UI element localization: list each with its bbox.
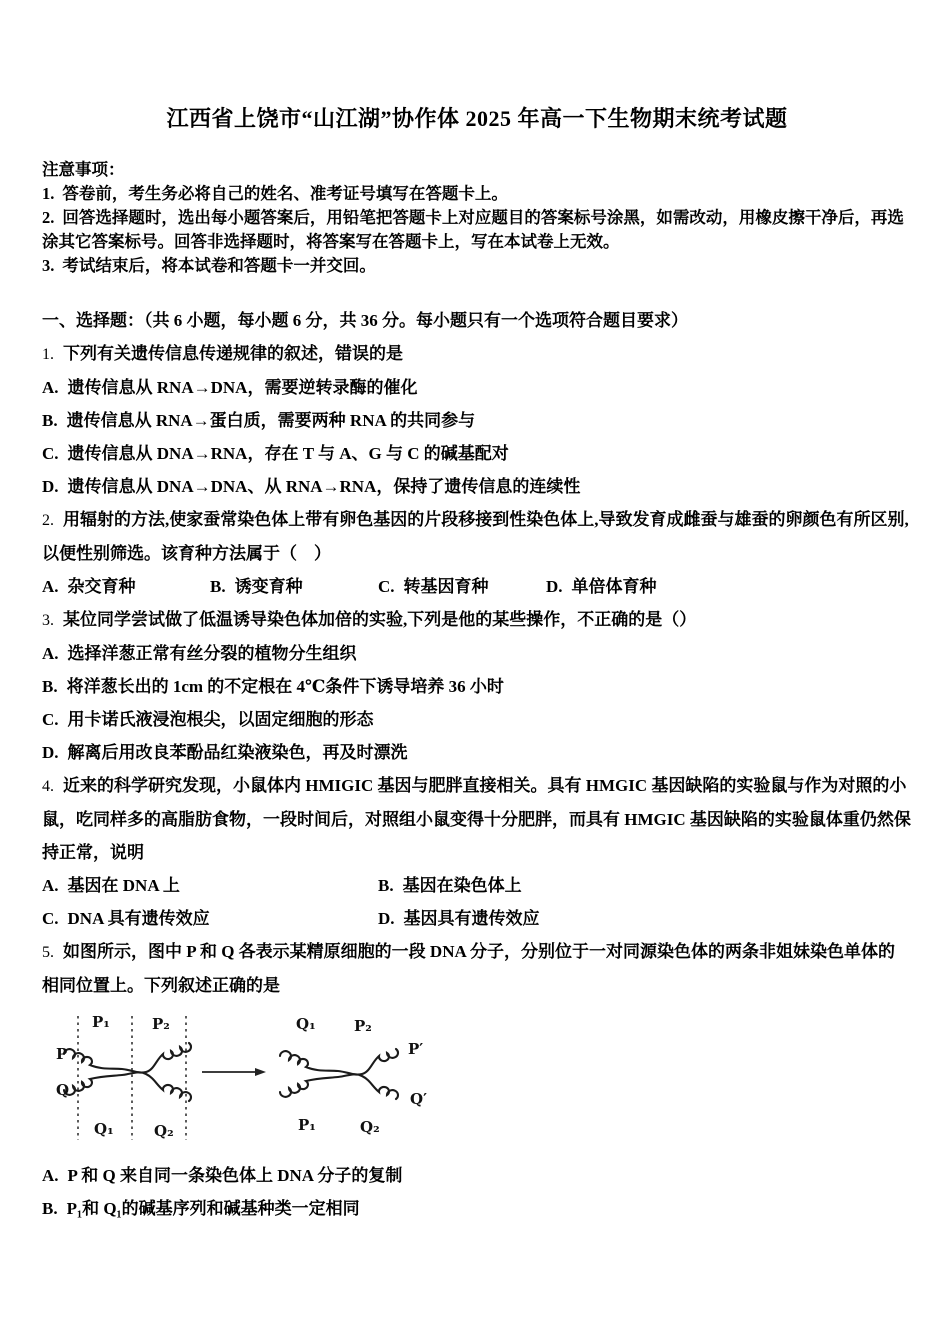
option: B. 将洋葱长出的 1cm 的不定根在 4℃条件下诱导培养 36 小时 [42,677,504,696]
label-P1: P₁ [298,1116,316,1134]
option: D. 基因具有遗传效应 [378,909,540,928]
label-Q1: Q₁ [94,1120,114,1138]
label-Q: Q [56,1081,70,1099]
notice-section [42,158,912,278]
options-row [42,902,912,935]
notice-item [42,182,912,206]
option: C. 用卡诺氏液浸泡根尖，以固定细胞的形态 [42,710,374,729]
label-Q1: Q₁ [296,1015,316,1033]
right-chromatid-pair [280,1015,427,1136]
label-P: P [56,1045,68,1063]
option: A. 基因在 DNA 上 [42,876,180,895]
question-stem: 5. 如图所示，图中 P 和 Q 各表示某精原细胞的一段 DNA 分子，分别位于一对同源染色体的两条非姐妹染色单体的相同位置上。下列叙述正确的是 [42,942,896,995]
strand-Q [64,1072,191,1101]
question-4 [42,769,912,935]
notice-item-text: 回答选择题时，选出每小题答案后，用铅笔把答题卡上对应题目的答案标号涂黑，如需改动，用橡皮擦干净后，再选涂其它答案标号。回答非选择题时，将答案写在答题卡上，写在本试卷上无效。 [42,208,904,251]
question-stem: 3. 某位同学尝试做了低温诱导染色体加倍的实验,下列是他的某些操作，不正确的是（） [42,610,697,629]
option: C. DNA 具有遗传效应 [42,909,210,928]
question-number: 5. [42,944,54,961]
page-title: 江西省上饶市“山江湖”协作体 2025 年高一下生物期末统考试题 [166,106,788,131]
notice-item-text: 考试结束后，将本试卷和答题卡一并交回。 [62,256,376,275]
notice-item-number: 3. [42,256,55,275]
dna-crossover-figure [56,1012,476,1147]
question-number: 3. [42,612,54,629]
question-2 [42,503,912,603]
notice-item-number: 2. [42,208,55,227]
options-row [42,570,912,603]
notice-heading: 注意事项： [42,160,125,179]
option: A. 遗传信息从 RNA→DNA，需要逆转录酶的催化 [42,378,418,397]
option: B. 基因在染色体上 [378,876,522,895]
question-stem: 2. 用辐射的方法,使家蚕常染色体上带有卵色基因的片段移接到性染色体上,导致发育成雌蚕与雄蚕的卵颜色有所区别,以便性别筛选。该育种方法属于（ ） [42,510,909,563]
section-header: 一、选择题：（共 6 小题，每小题 6 分，共 36 分。每小题只有一个选项符合题目要求） [42,311,688,330]
options-row [42,869,912,902]
left-chromatid-pair [56,1013,191,1140]
option: C. 转基因育种 [378,577,489,596]
option: A. 杂交育种 [42,577,136,596]
question-number: 2. [42,512,54,529]
option: D. 单倍体育种 [546,577,657,596]
label-P2: P₂ [354,1017,372,1035]
question-5 [42,935,912,1225]
label-Q2: Q₂ [154,1122,174,1140]
label-P2: P₂ [152,1015,170,1033]
label-P-prime: P′ [408,1040,424,1058]
question-number: 4. [42,778,54,795]
strand-P [64,1043,191,1073]
question-stem: 4. 近来的科学研究发现，小鼠体内 HMIGIC 基因与肥胖直接相关。具有 HMGIC 基因缺陷的实验鼠与作为对照的小鼠，吃同样多的高脂肪食物，一段时间后，对照组小鼠变得十分肥胖，而具有 HMGIC 基因缺陷的实验鼠体重仍然保持正常，说明 [42,776,911,862]
option: B. 遗传信息从 RNA→蛋白质，需要两种 RNA 的共同参与 [42,411,476,430]
notice-item [42,206,912,254]
option: A. P 和 Q 来自同一条染色体上 DNA 分子的复制 [42,1166,403,1185]
notice-item-text: 答卷前，考生务必将自己的姓名、准考证号填写在答题卡上。 [62,184,508,203]
question-3 [42,603,912,769]
notice-item-number: 1. [42,184,55,203]
option: A. 选择洋葱正常有丝分裂的植物分生组织 [42,644,357,663]
label-Q2: Q₂ [360,1118,380,1136]
option: B. 诱变育种 [210,577,303,596]
question-1 [42,337,912,503]
notice-item [42,254,912,278]
arrow-right-icon [202,1068,266,1076]
option: D. 解离后用改良苯酚品红染液染色，再及时漂洗 [42,743,408,762]
strand-Q-recombined [280,1074,398,1099]
question-5-options [42,1159,912,1225]
label-P1: P₁ [92,1013,110,1031]
option: D. 遗传信息从 DNA→DNA、从 RNA→RNA，保持了遗传信息的连续性 [42,477,581,496]
question-stem: 1. 下列有关遗传信息传递规律的叙述，错误的是 [42,344,403,363]
label-Q-prime: Q′ [410,1090,428,1108]
strand-P-recombined [280,1049,398,1075]
option: B. P₁和 Q₁的碱基序列和碱基种类一定相同 [42,1199,360,1218]
option: C. 遗传信息从 DNA→RNA，存在 T 与 A、G 与 C 的碱基配对 [42,444,509,463]
question-number: 1. [42,346,54,363]
